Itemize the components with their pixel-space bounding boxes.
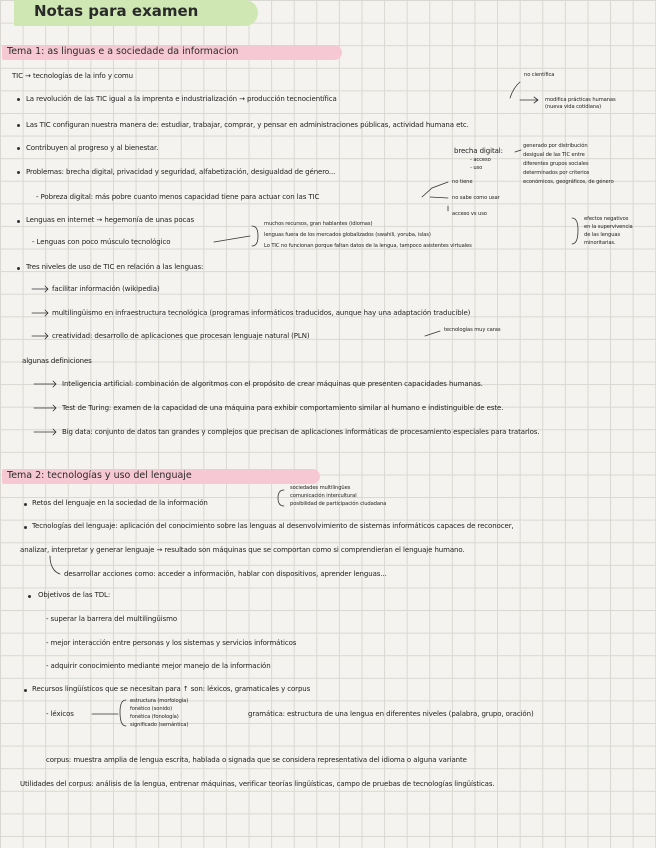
tres-niveles: Tres niveles de uso de TIC en relación a las lenguas: bbox=[26, 263, 204, 271]
page-title: Notas para examen bbox=[34, 2, 199, 20]
objetivo-1: - superar la barrera del multilingüismo bbox=[46, 615, 178, 623]
arrow-nivel-2 bbox=[32, 310, 48, 316]
def-big-data: Big data: conjunto de datos tan grandes y complejos que precisan de aplicaciones informáticas de procesamiento especiales para tratarlos. bbox=[62, 428, 540, 436]
lenguas-note-c: Lo TIC no funcionan porque faltan datos de la lengua, tampoco asistentes virtuales bbox=[264, 243, 472, 249]
retos-c: posibilidad de participación ciudadana bbox=[290, 501, 387, 507]
brecha-acceso: - acceso bbox=[470, 157, 491, 163]
gramatica-text: gramática: estructura de una lengua en diferentes niveles (palabra, grupo, oración) bbox=[248, 710, 534, 718]
utilidades-text: Utilidades del corpus: análisis de la lengua, entrenar máquinas, verificar teorías lingüísticas, campo de pruebas de tecnologías lingüísticas. bbox=[20, 780, 495, 788]
lenguas-note-a: muchos recursos, gran hablantes (idiomas) bbox=[264, 221, 373, 227]
lexicos-label: - léxicos bbox=[46, 710, 74, 718]
no-cientifica-arrow bbox=[510, 82, 520, 98]
brecha-note-3: diferentes grupos sociales bbox=[523, 161, 589, 167]
lexicos-d: significado (semántica) bbox=[130, 722, 189, 728]
arrow-nivel-3 bbox=[32, 333, 48, 339]
brecha-note-4: determinados por criterios bbox=[523, 170, 590, 176]
objetivo-2: - mejor interacción entre personas y los sistemas y servicios informáticos bbox=[46, 639, 297, 647]
lenguas-poco-musculo: - Lenguas con poco músculo tecnológico bbox=[32, 238, 171, 246]
bullet bbox=[24, 689, 27, 692]
retos-brace bbox=[278, 490, 284, 506]
bullet bbox=[17, 147, 20, 150]
lenguas-brace bbox=[252, 226, 258, 246]
bullet bbox=[17, 124, 20, 127]
lexicos-a: estructura (morfología) bbox=[130, 698, 189, 704]
revolucion-arrow bbox=[520, 97, 538, 103]
def-ia: Inteligencia artificial: combinación de algoritmos con el propósito de crear máquinas que presenten capacidades humanas. bbox=[62, 380, 483, 388]
tema2-heading: Tema 2: tecnologías y uso del lenguaje bbox=[7, 470, 192, 481]
retos-b: comunicación intercultural bbox=[290, 493, 357, 499]
objetivo-3: - adquirir conocimiento mediante mejor manejo de la información bbox=[46, 662, 271, 670]
acceso-uso-note: acceso vs uso bbox=[452, 211, 487, 217]
corpus-text: corpus: muestra amplia de lengua escrita, hablada o signada que se considera representativa del idioma o alguna variante bbox=[46, 756, 467, 764]
desarrollo-arrow bbox=[50, 556, 60, 574]
lenguas-internet: Lenguas en internet → hegemonía de unas pocas bbox=[26, 216, 195, 224]
revolucion-result: modifica prácticas humanas bbox=[545, 97, 616, 103]
lenguas-note-b: lenguas fuera de los mercados globalizados (swahili, yoruba, islas) bbox=[264, 232, 431, 238]
brecha-label: brecha digital: bbox=[454, 147, 503, 155]
no-sabe-note: no sabe como usar bbox=[452, 195, 500, 201]
tecnologias-lenguaje: Tecnologías del lenguaje: aplicación del conocimiento sobre las lenguas al desenvolvimiento de sistemas informáticos capaces de reconocer, bbox=[32, 522, 514, 530]
bullet bbox=[24, 503, 27, 506]
bullet bbox=[17, 220, 20, 223]
efectos-brace bbox=[572, 218, 578, 244]
bullet bbox=[17, 98, 20, 101]
definiciones-heading: algunas definiciones bbox=[22, 357, 92, 365]
recursos-text: Recursos lingüísticos que se necesitan para ↑ son: léxicos, gramaticales y corpus bbox=[32, 685, 311, 693]
efectos-3: de las lenguas bbox=[584, 232, 621, 238]
arrow-def-1 bbox=[34, 381, 56, 387]
tic-definition: TIC → tecnologías de la info y comu bbox=[12, 72, 133, 80]
efectos-4: minoritarias. bbox=[584, 240, 616, 246]
bullet bbox=[24, 526, 27, 529]
nivel-2: multilingüismo en infraestructura tecnológica (programas informáticos traducidos, aunque hay una adaptación traducible) bbox=[52, 309, 471, 317]
no-tiene-arrow bbox=[422, 182, 448, 197]
pobreza-text: - Pobreza digital: más pobre cuanto menos capacidad tiene para actuar con las TIC bbox=[36, 193, 320, 201]
revolucion-text: La revolución de las TIC igual a la imprenta e industrialización → producción tecnocientífica bbox=[26, 95, 337, 103]
lexicos-c: fonética (fonología) bbox=[130, 714, 179, 720]
nivel-1: facilitar información (wikipedia) bbox=[52, 285, 160, 293]
objetivos-heading: Objetivos de las TDL: bbox=[38, 591, 111, 599]
brecha-note-2: desigual de las TIC entre bbox=[523, 152, 585, 158]
lexicos-b: fonético (sonido) bbox=[130, 706, 173, 712]
nivel-3: creatividad: desarrollo de aplicaciones que procesan lenguaje natural (PLN) bbox=[52, 332, 310, 340]
def-turing: Test de Turing: examen de la capacidad de una máquina para exhibir comportamiento similar al humano e indistinguible de este. bbox=[62, 404, 504, 412]
tema1-heading: Tema 1: as linguas e a sociedade da informacion bbox=[7, 46, 239, 57]
retos-a: sociedades multilingües bbox=[290, 485, 351, 491]
tecnologias-caras: tecnologías muy caras bbox=[444, 327, 501, 333]
bullet bbox=[28, 595, 31, 598]
configuran-text: Las TIC configuran nuestra manera de: estudiar, trabajar, comprar, y pensar en administraciones públicas, actividad humana etc. bbox=[26, 121, 469, 129]
efectos-1: efectos negativos bbox=[584, 216, 629, 222]
retos-text: Retos del lenguaje en la sociedad de la información bbox=[32, 499, 208, 507]
brecha-note-1: generado por distribución bbox=[523, 143, 588, 149]
arrow-def-2 bbox=[34, 405, 56, 411]
desarrollo-text: desarrollar acciones como: acceder a información, hablar con dispositivos, aprender lenguas... bbox=[64, 570, 387, 578]
brecha-uso: - uso bbox=[470, 165, 483, 171]
problemas-text: Problemas: brecha digital, privacidad y seguridad, alfabetización, desigualdad de género... bbox=[26, 168, 336, 176]
no-tiene-note: no tiene bbox=[452, 179, 473, 185]
bullet bbox=[17, 171, 20, 174]
no-cientifica-note: no científica bbox=[524, 72, 555, 78]
bullet bbox=[17, 267, 20, 270]
analizar-text: analizar, interpretar y generar lenguaje → resultado son máquinas que se comportan como si comprendieran el lenguaje humano. bbox=[20, 546, 465, 554]
lexicos-brace bbox=[120, 700, 126, 726]
efectos-2: en la supervivencia bbox=[584, 224, 633, 230]
brecha-note-5: económicos, geográficos, de género bbox=[523, 179, 614, 185]
contribuyen-text: Contribuyen al progreso y al bienestar. bbox=[26, 144, 159, 152]
arrow-nivel-1 bbox=[32, 286, 48, 292]
arrow-def-3 bbox=[34, 429, 56, 435]
revolucion-result-2: (nueva vida cotidiana) bbox=[545, 104, 602, 110]
